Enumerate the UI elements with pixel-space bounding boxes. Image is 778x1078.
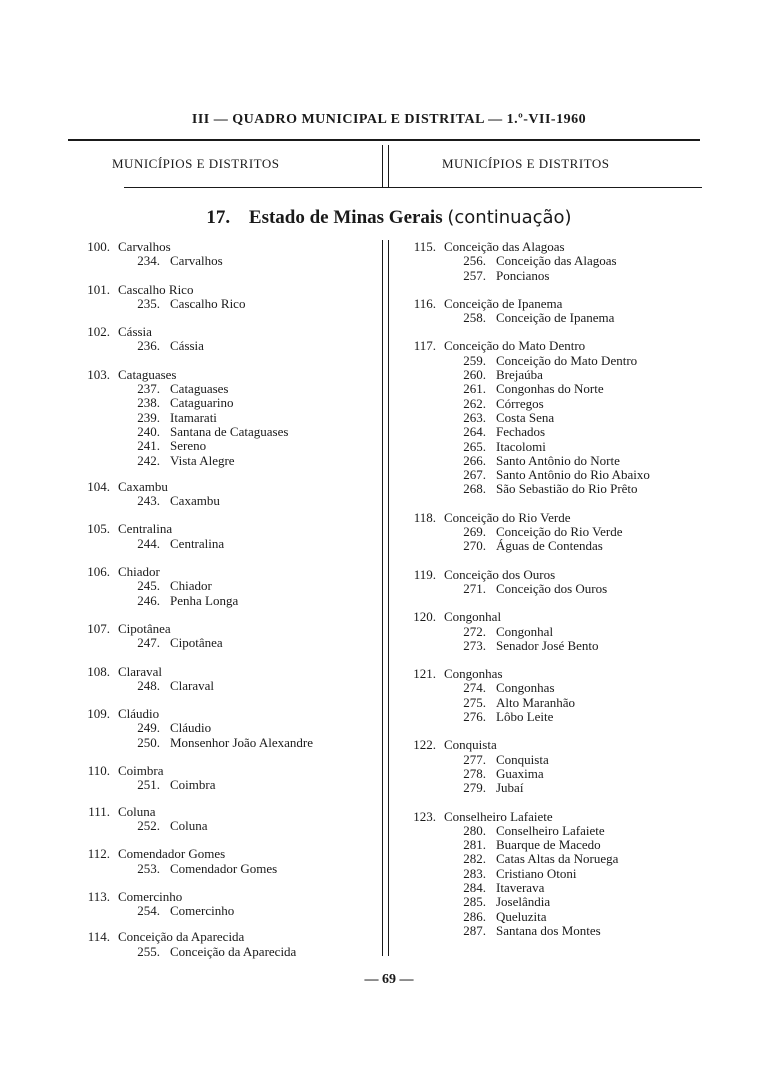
municipality-name: Cássia (118, 324, 152, 340)
district-name: Chiador (170, 578, 212, 594)
district-name: Congonhas do Norte (496, 381, 604, 397)
municipality-row (394, 511, 704, 525)
municipality-entry (394, 610, 704, 653)
district-name: Conquista (496, 751, 549, 767)
municipality-entry (68, 325, 378, 354)
district-number: 265. (463, 438, 486, 454)
municipality-entry (68, 890, 378, 919)
district-row (394, 867, 704, 881)
district-number: 277. (463, 751, 486, 767)
municipality-row (68, 368, 378, 382)
district-name: Itamarati (170, 409, 217, 425)
municipality-number: 102. (87, 324, 110, 340)
municipality-name: Conquista (444, 737, 497, 753)
municipality-name: Cipotânea (118, 620, 171, 636)
district-name: Conceição da Aparecida (170, 943, 297, 959)
district-number: 242. (137, 452, 160, 468)
district-row (394, 881, 704, 895)
district-name: Catas Altas da Noruega (496, 851, 619, 867)
district-row (394, 425, 704, 439)
district-row (68, 862, 378, 876)
municipality-number: 100. (87, 239, 110, 254)
district-number: 259. (463, 352, 486, 368)
district-number: 273. (463, 637, 486, 653)
district-name: Cipotânea (170, 635, 223, 651)
district-number: 248. (137, 677, 160, 693)
district-name: Santana de Cataguases (170, 423, 289, 439)
district-name: Cataguases (170, 381, 229, 397)
district-number: 285. (463, 894, 486, 910)
municipality-number: 119. (413, 566, 436, 582)
district-number: 286. (463, 908, 486, 924)
district-row (394, 397, 704, 411)
district-name: Cássia (170, 338, 204, 354)
district-row (68, 494, 378, 508)
district-name: Buarque de Macedo (496, 837, 601, 853)
municipality-number: 122. (413, 737, 436, 753)
municipality-name: Caxambu (118, 478, 168, 494)
municipality-entry (394, 568, 704, 597)
municipality-row (394, 568, 704, 582)
municipality-number: 117. (413, 338, 436, 354)
district-number: 258. (463, 310, 486, 326)
district-number: 245. (137, 578, 160, 594)
district-number: 287. (463, 922, 486, 938)
municipality-entry (68, 665, 378, 694)
district-number: 279. (463, 780, 486, 796)
district-row (394, 910, 704, 924)
district-name: Cascalho Rico (170, 295, 246, 311)
district-name: Lôbo Leite (496, 709, 554, 725)
district-row (68, 579, 378, 593)
district-number: 234. (137, 253, 160, 269)
municipality-entry (68, 283, 378, 312)
continuation-label: (continuação) (447, 207, 572, 228)
municipality-entry (394, 667, 704, 724)
municipality-row (394, 667, 704, 681)
district-row (394, 781, 704, 795)
district-name: Joselândia (496, 894, 551, 910)
district-row (68, 679, 378, 693)
district-number: 257. (463, 267, 486, 283)
district-row (394, 311, 704, 325)
district-number: 262. (463, 395, 486, 411)
district-number: 238. (137, 395, 160, 411)
district-name: Claraval (170, 677, 215, 693)
district-number: 267. (463, 467, 486, 483)
district-number: 247. (137, 635, 160, 651)
municipality-row (394, 240, 704, 254)
district-name: Coluna (170, 817, 208, 833)
district-number: 266. (463, 452, 486, 468)
district-row (394, 482, 704, 496)
district-name: Córregos (496, 395, 544, 411)
district-row (394, 924, 704, 938)
district-number: 283. (463, 865, 486, 881)
district-name: Fechados (496, 424, 546, 440)
municipality-row (68, 283, 378, 297)
right-column (394, 240, 704, 938)
district-row (68, 382, 378, 396)
municipality-name: Coimbra (118, 763, 164, 779)
district-number: 284. (463, 879, 486, 895)
district-name: Senador José Bento (496, 637, 599, 653)
municipality-entry (394, 810, 704, 939)
district-number: 272. (463, 623, 486, 639)
district-number: 252. (137, 817, 160, 833)
municipality-number: 123. (413, 808, 436, 824)
municipality-number: 114. (87, 929, 110, 945)
district-name: Jubaí (496, 780, 524, 796)
district-name: Guaxima (496, 765, 544, 781)
district-name: Conceição de Ipanema (496, 310, 615, 326)
municipality-row (68, 665, 378, 679)
column-header-rule (124, 187, 702, 188)
municipality-row (68, 930, 378, 944)
district-name: Águas de Contendas (496, 538, 603, 554)
district-row (394, 411, 704, 425)
municipality-entry (68, 565, 378, 608)
district-number: 271. (463, 580, 486, 596)
municipality-number: 115. (413, 239, 436, 254)
district-name: Centralina (170, 535, 225, 551)
municipality-name: Cataguases (118, 366, 177, 382)
district-row (394, 639, 704, 653)
district-row (68, 904, 378, 918)
district-number: 240. (137, 423, 160, 439)
district-row (68, 819, 378, 833)
municipality-number: 101. (87, 281, 110, 297)
district-row (68, 454, 378, 468)
district-name: Caxambu (170, 493, 220, 509)
district-name: Conceição do Mato Dentro (496, 352, 638, 368)
municipality-name: Congonhas (444, 666, 503, 682)
district-number: 280. (463, 822, 486, 838)
district-row (394, 254, 704, 268)
district-number: 239. (137, 409, 160, 425)
district-row (394, 710, 704, 724)
body-column-divider (382, 240, 389, 956)
district-name: Santana dos Montes (496, 922, 601, 938)
municipality-entry (68, 368, 378, 468)
municipality-number: 112. (87, 846, 110, 862)
district-name: Carvalhos (170, 253, 223, 269)
page-header: III — QUADRO MUNICIPAL E DISTRITAL — 1.º-VII-1960 (191, 112, 587, 127)
district-row (394, 753, 704, 767)
district-row (394, 767, 704, 781)
section-title (0, 207, 778, 229)
municipality-entry (68, 480, 378, 509)
header-rule (68, 139, 700, 141)
municipality-row (394, 610, 704, 624)
municipality-row (68, 805, 378, 819)
district-name: Queluzita (496, 908, 547, 924)
municipality-row (394, 339, 704, 353)
district-name: Itacolomi (496, 438, 546, 454)
district-name: Alto Maranhão (496, 694, 576, 710)
municipality-entry (68, 764, 378, 793)
district-name: Congonhas (496, 680, 555, 696)
district-number: 246. (137, 592, 160, 608)
district-row (68, 339, 378, 353)
district-number: 250. (137, 734, 160, 750)
municipality-row (68, 890, 378, 904)
district-name: Santo Antônio do Norte (496, 452, 620, 468)
district-number: 282. (463, 851, 486, 867)
district-name: Coimbra (170, 777, 216, 793)
district-number: 256. (463, 253, 486, 269)
district-row (68, 945, 378, 959)
district-number: 260. (463, 367, 486, 383)
municipality-number: 106. (87, 564, 110, 580)
district-row (68, 411, 378, 425)
district-number: 254. (137, 903, 160, 919)
municipality-row (68, 565, 378, 579)
district-row (394, 368, 704, 382)
municipality-number: 107. (87, 620, 110, 636)
district-row (68, 778, 378, 792)
municipality-name: Cláudio (118, 706, 160, 722)
municipality-entry (68, 707, 378, 750)
municipality-name: Centralina (118, 521, 173, 537)
district-row (394, 582, 704, 596)
district-number: 274. (463, 680, 486, 696)
municipality-entry (394, 738, 704, 795)
district-number: 236. (137, 338, 160, 354)
district-row (394, 468, 704, 482)
municipality-row (394, 297, 704, 311)
district-row (394, 525, 704, 539)
district-row (394, 382, 704, 396)
district-name: Cristiano Otoni (496, 865, 577, 881)
district-number: 270. (463, 538, 486, 554)
district-name: Itaverava (496, 879, 545, 895)
district-name: Conceição das Alagoas (496, 253, 617, 269)
municipality-number: 121. (413, 666, 436, 682)
district-row (394, 454, 704, 468)
district-name: Poncianos (496, 267, 550, 283)
district-name: Vista Alegre (170, 452, 235, 468)
district-number: 241. (137, 438, 160, 454)
municipality-entry (68, 622, 378, 651)
district-name: Costa Sena (496, 409, 555, 425)
municipality-name: Conceição das Alagoas (444, 239, 565, 254)
municipality-entry (394, 240, 704, 283)
district-name: Cataguarino (170, 395, 234, 411)
district-number: 278. (463, 765, 486, 781)
district-row (68, 254, 378, 268)
district-row (68, 537, 378, 551)
district-row (68, 297, 378, 311)
district-row (68, 721, 378, 735)
district-number: 268. (463, 481, 486, 497)
municipality-row (68, 325, 378, 339)
district-row (394, 852, 704, 866)
municipality-entry (394, 297, 704, 326)
municipality-number: 110. (87, 763, 110, 779)
left-column-header: MUNICÍPIOS E DISTRITOS (112, 156, 280, 171)
district-row (68, 736, 378, 750)
municipality-number: 105. (87, 521, 110, 537)
district-name: Sereno (170, 438, 207, 454)
district-row (394, 696, 704, 710)
district-number: 281. (463, 837, 486, 853)
municipality-name: Conceição do Mato Dentro (444, 338, 586, 354)
municipality-number: 120. (413, 609, 436, 625)
district-name: Congonhal (496, 623, 554, 639)
district-row (68, 594, 378, 608)
district-number: 269. (463, 524, 486, 540)
municipality-name: Comendador Gomes (118, 846, 226, 862)
district-number: 237. (137, 381, 160, 397)
district-number: 244. (137, 535, 160, 551)
municipality-number: 113. (87, 888, 110, 904)
municipality-number: 109. (87, 706, 110, 722)
municipality-row (68, 240, 378, 254)
municipality-entry (68, 522, 378, 551)
municipality-entry (68, 240, 378, 269)
municipality-name: Comercinho (118, 888, 183, 904)
municipality-entry (68, 847, 378, 876)
district-name: Conceição do Rio Verde (496, 524, 623, 540)
municipality-row (68, 480, 378, 494)
municipality-name: Cascalho Rico (118, 281, 194, 297)
municipality-number: 116. (413, 295, 436, 311)
district-number: 276. (463, 709, 486, 725)
municipality-row (68, 707, 378, 721)
district-row (394, 838, 704, 852)
district-row (394, 354, 704, 368)
district-row (68, 636, 378, 650)
municipality-row (68, 847, 378, 861)
district-number: 253. (137, 860, 160, 876)
district-name: Santo Antônio do Rio Abaixo (496, 467, 650, 483)
municipality-number: 104. (87, 478, 110, 494)
district-row (394, 625, 704, 639)
district-row (68, 396, 378, 410)
header-column-divider (382, 145, 389, 187)
municipality-entry (394, 339, 704, 496)
municipality-name: Conceição dos Ouros (444, 566, 556, 582)
district-row (68, 439, 378, 453)
municipality-entry (394, 511, 704, 554)
municipality-row (68, 764, 378, 778)
right-column-header: MUNICÍPIOS E DISTRITOS (442, 156, 610, 171)
municipality-name: Chiador (118, 564, 160, 580)
municipality-name: Coluna (118, 803, 156, 819)
district-row (394, 681, 704, 695)
section-number: 17. (206, 207, 231, 228)
district-name: Conselheiro Lafaiete (496, 822, 605, 838)
municipality-number: 103. (87, 366, 110, 382)
municipality-name: Conceição da Aparecida (118, 929, 245, 945)
district-row (394, 895, 704, 909)
district-number: 235. (137, 295, 160, 311)
left-column (68, 240, 378, 959)
municipality-row (68, 622, 378, 636)
district-name: Penha Longa (170, 592, 239, 608)
municipality-row (68, 522, 378, 536)
district-name: Comercinho (170, 903, 235, 919)
municipality-entry (68, 930, 378, 959)
district-number: 264. (463, 424, 486, 440)
district-row (394, 539, 704, 553)
district-row (394, 269, 704, 283)
district-number: 261. (463, 381, 486, 397)
municipality-name: Conceição do Rio Verde (444, 509, 571, 525)
district-row (394, 440, 704, 454)
municipality-name: Claraval (118, 663, 163, 679)
district-number: 275. (463, 694, 486, 710)
district-name: São Sebastião do Rio Prêto (496, 481, 638, 497)
municipality-number: 108. (87, 663, 110, 679)
municipality-entry (68, 805, 378, 834)
municipality-name: Conselheiro Lafaiete (444, 808, 553, 824)
state-name: Estado de Minas Gerais (248, 207, 443, 228)
district-number: 263. (463, 409, 486, 425)
municipality-name: Congonhal (444, 609, 502, 625)
municipality-row (394, 810, 704, 824)
district-number: 243. (137, 493, 160, 509)
municipality-name: Carvalhos (118, 239, 171, 254)
page-number: — 69 — (364, 972, 414, 987)
district-name: Comendador Gomes (170, 860, 278, 876)
district-name: Cláudio (170, 720, 212, 736)
district-row (68, 425, 378, 439)
municipality-row (394, 738, 704, 752)
municipality-number: 111. (88, 803, 110, 819)
district-name: Monsenhor João Alexandre (170, 734, 313, 750)
district-number: 249. (137, 720, 160, 736)
municipality-name: Conceição de Ipanema (444, 295, 563, 311)
district-row (394, 824, 704, 838)
district-number: 255. (137, 943, 160, 959)
district-number: 251. (137, 777, 160, 793)
district-name: Brejaúba (496, 367, 543, 383)
district-name: Conceição dos Ouros (496, 580, 608, 596)
municipality-number: 118. (413, 509, 436, 525)
